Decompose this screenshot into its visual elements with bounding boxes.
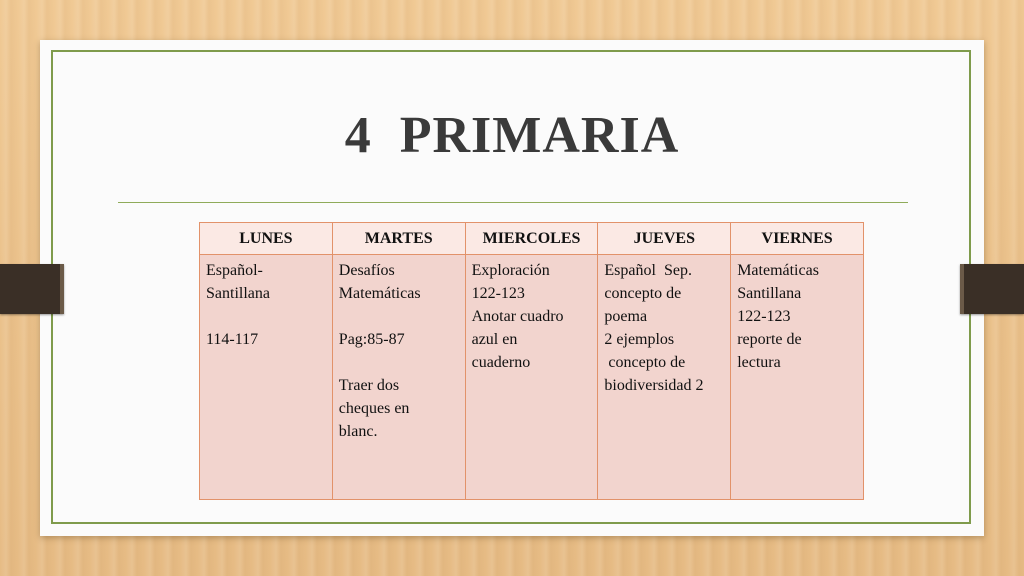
cell-text: Matemáticas (737, 262, 819, 279)
cell-text (339, 351, 459, 374)
cell-text: lectura (737, 354, 781, 371)
cell-text: 114-117 (206, 331, 259, 348)
cell-text: Anotar cuadro (471, 308, 564, 325)
schedule-table (199, 222, 864, 500)
cell-text: Desafíos (338, 262, 395, 279)
cell-text: cuaderno (471, 354, 531, 371)
cell-text: 122-123 (737, 308, 791, 325)
cell-text: biodiversidad 2 (604, 377, 704, 394)
cell-text: cheques en (338, 400, 410, 417)
cell-text: concepto de (604, 354, 686, 371)
cell-miercoles (465, 255, 598, 500)
cell-text: Pag:85-87 (338, 331, 405, 348)
header-jueves: JUEVES (598, 223, 731, 255)
cell-text: blanc. (338, 423, 378, 440)
cell-lunes (200, 255, 333, 500)
header-viernes: VIERNES (731, 223, 864, 255)
cell-text: Traer dos (338, 377, 400, 394)
right-binder-clip (960, 264, 1024, 314)
table-row (200, 255, 864, 500)
left-binder-clip (0, 264, 64, 314)
cell-text: 2 ejemplos (604, 331, 675, 348)
cell-viernes (731, 255, 864, 500)
cell-text: Santillana (206, 285, 270, 302)
header-martes: MARTES (332, 223, 465, 255)
page-title: 4 PRIMARIA (344, 107, 680, 164)
cell-text: Santillana (737, 285, 802, 302)
title-divider (118, 202, 908, 203)
cell-text: Matemáticas (338, 285, 421, 302)
cell-jueves (598, 255, 731, 500)
cell-text: azul en (471, 331, 518, 348)
cell-text: poema (604, 308, 648, 325)
cell-text: 122-123 (471, 285, 525, 302)
cell-text: Español- (206, 262, 263, 279)
cell-text (206, 305, 326, 328)
header-row (200, 223, 864, 255)
cell-martes (332, 255, 465, 500)
cell-text (339, 305, 459, 328)
cell-text: concepto de (604, 285, 682, 302)
cell-text: Exploración (471, 262, 550, 279)
header-miercoles: MIERCOLES (465, 223, 598, 255)
cell-text: reporte de (737, 331, 802, 348)
header-lunes: LUNES (200, 223, 333, 255)
cell-text: Español Sep. (604, 262, 692, 279)
